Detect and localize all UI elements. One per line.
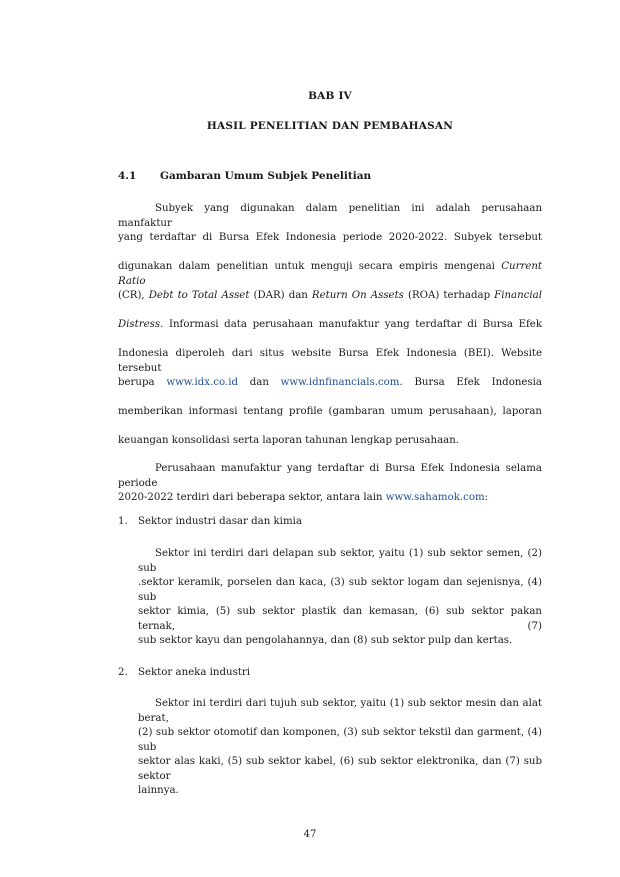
paragraph-line: Sektor ini terdiri dari delapan sub sektor, yaitu (1) sub sektor semen, (2) sub: [138, 548, 542, 574]
text-run: (DAR) dan: [249, 290, 312, 301]
text-run: berupa: [118, 377, 167, 388]
section-number: 4.1: [118, 170, 137, 182]
paragraph-line: lainnya.: [138, 785, 179, 796]
paragraph-line: [118, 317, 542, 346]
paragraph-line: memberikan informasi tentang profile (gambaran umum perusahaan), laporan: [118, 406, 542, 417]
text-run: dan: [237, 377, 281, 388]
list-marker: 2.: [118, 667, 128, 678]
link-sahamok[interactable]: www.sahamok.com: [385, 492, 485, 503]
text-run: (CR),: [118, 290, 149, 301]
paragraph-line: [118, 259, 542, 288]
paragraph-perusahaan: [118, 461, 542, 519]
link-idx[interactable]: www.idx.co.id: [166, 377, 238, 388]
paragraph-line: Indonesia diperoleh dari situs website Bursa Efek Indonesia (BEI). Website tersebut: [118, 348, 542, 374]
paragraph-line: [118, 375, 542, 404]
list-item-body: [138, 696, 542, 812]
term-distress: Distress: [118, 319, 161, 330]
paragraph-line: keuangan konsolidasi serta laporan tahunan lengkap perusahaan.: [118, 435, 460, 446]
chapter-label: BAB IV: [308, 90, 352, 102]
paragraph-line: (2) sub sektor otomotif dan komponen, (3) sub sektor tekstil dan garment, (4) sub: [138, 727, 542, 753]
paragraph-line: sub sektor kayu dan pengolahannya, dan (8) sub sektor pulp dan kertas.: [138, 635, 513, 646]
text-run: digunakan dalam penelitian untuk menguji secara empiris mengenai: [118, 261, 502, 272]
text-run: 2020-2022 terdiri dari beberapa sektor, antara lain: [118, 492, 386, 503]
term-return-on-assets: Return On Assets: [311, 290, 404, 301]
paragraph-line: [118, 288, 542, 317]
paragraph-line: sektor alas kaki, (5) sub sektor kabel, (6) sub sektor elektronika, dan (7) sub sektor: [138, 756, 542, 782]
list-item-title: [118, 516, 302, 527]
paragraph-line: Sektor ini terdiri dari tujuh sub sektor, yaitu (1) sub sektor mesin dan alat berat,: [138, 698, 542, 724]
text-run: (ROA) terhadap: [403, 290, 495, 301]
term-current-ratio: Current Ratio: [118, 261, 542, 287]
section-heading: [118, 170, 371, 182]
link-idnfinancials[interactable]: www.idnfinancials.com: [280, 377, 400, 388]
term-financial: Financial: [494, 290, 542, 301]
list-item-title: [118, 667, 250, 678]
text-run: :: [484, 492, 489, 503]
text-run: . Informasi data perusahaan manufaktur yang terdaftar di Bursa Efek: [160, 319, 542, 330]
list-title: Sektor aneka industri: [138, 667, 251, 678]
page-number: 47: [303, 829, 317, 840]
paragraph-line: sektor kimia, (5) sub sektor plastik dan kemasan, (6) sub sektor pakan ternak, (7): [138, 606, 542, 632]
text-run: . Bursa Efek Indonesia: [399, 377, 542, 388]
list-marker: 1.: [118, 516, 128, 527]
paragraph-line: [118, 490, 542, 519]
paragraph-subjek: [118, 201, 542, 462]
paragraph-line: .sektor keramik, porselen dan kaca, (3) sub sektor logam dan sejenisnya, (4) sub: [138, 577, 542, 603]
term-debt-to-total-asset: Debt to Total Asset: [148, 290, 250, 301]
paragraph-line: Subyek yang digunakan dalam penelitian ini adalah perusahaan manfaktur: [118, 203, 542, 229]
paragraph-line: yang terdaftar di Bursa Efek Indonesia periode 2020-2022. Subyek tersebut: [118, 232, 542, 243]
paragraph-line: Perusahaan manufaktur yang terdaftar di Bursa Efek Indonesia selama periode: [118, 463, 542, 489]
chapter-title: HASIL PENELITIAN DAN PEMBAHASAN: [206, 120, 454, 132]
section-title: Gambaran Umum Subjek Penelitian: [160, 170, 372, 182]
list-title: Sektor industri dasar dan kimia: [138, 516, 302, 527]
list-item-body: [138, 546, 542, 662]
